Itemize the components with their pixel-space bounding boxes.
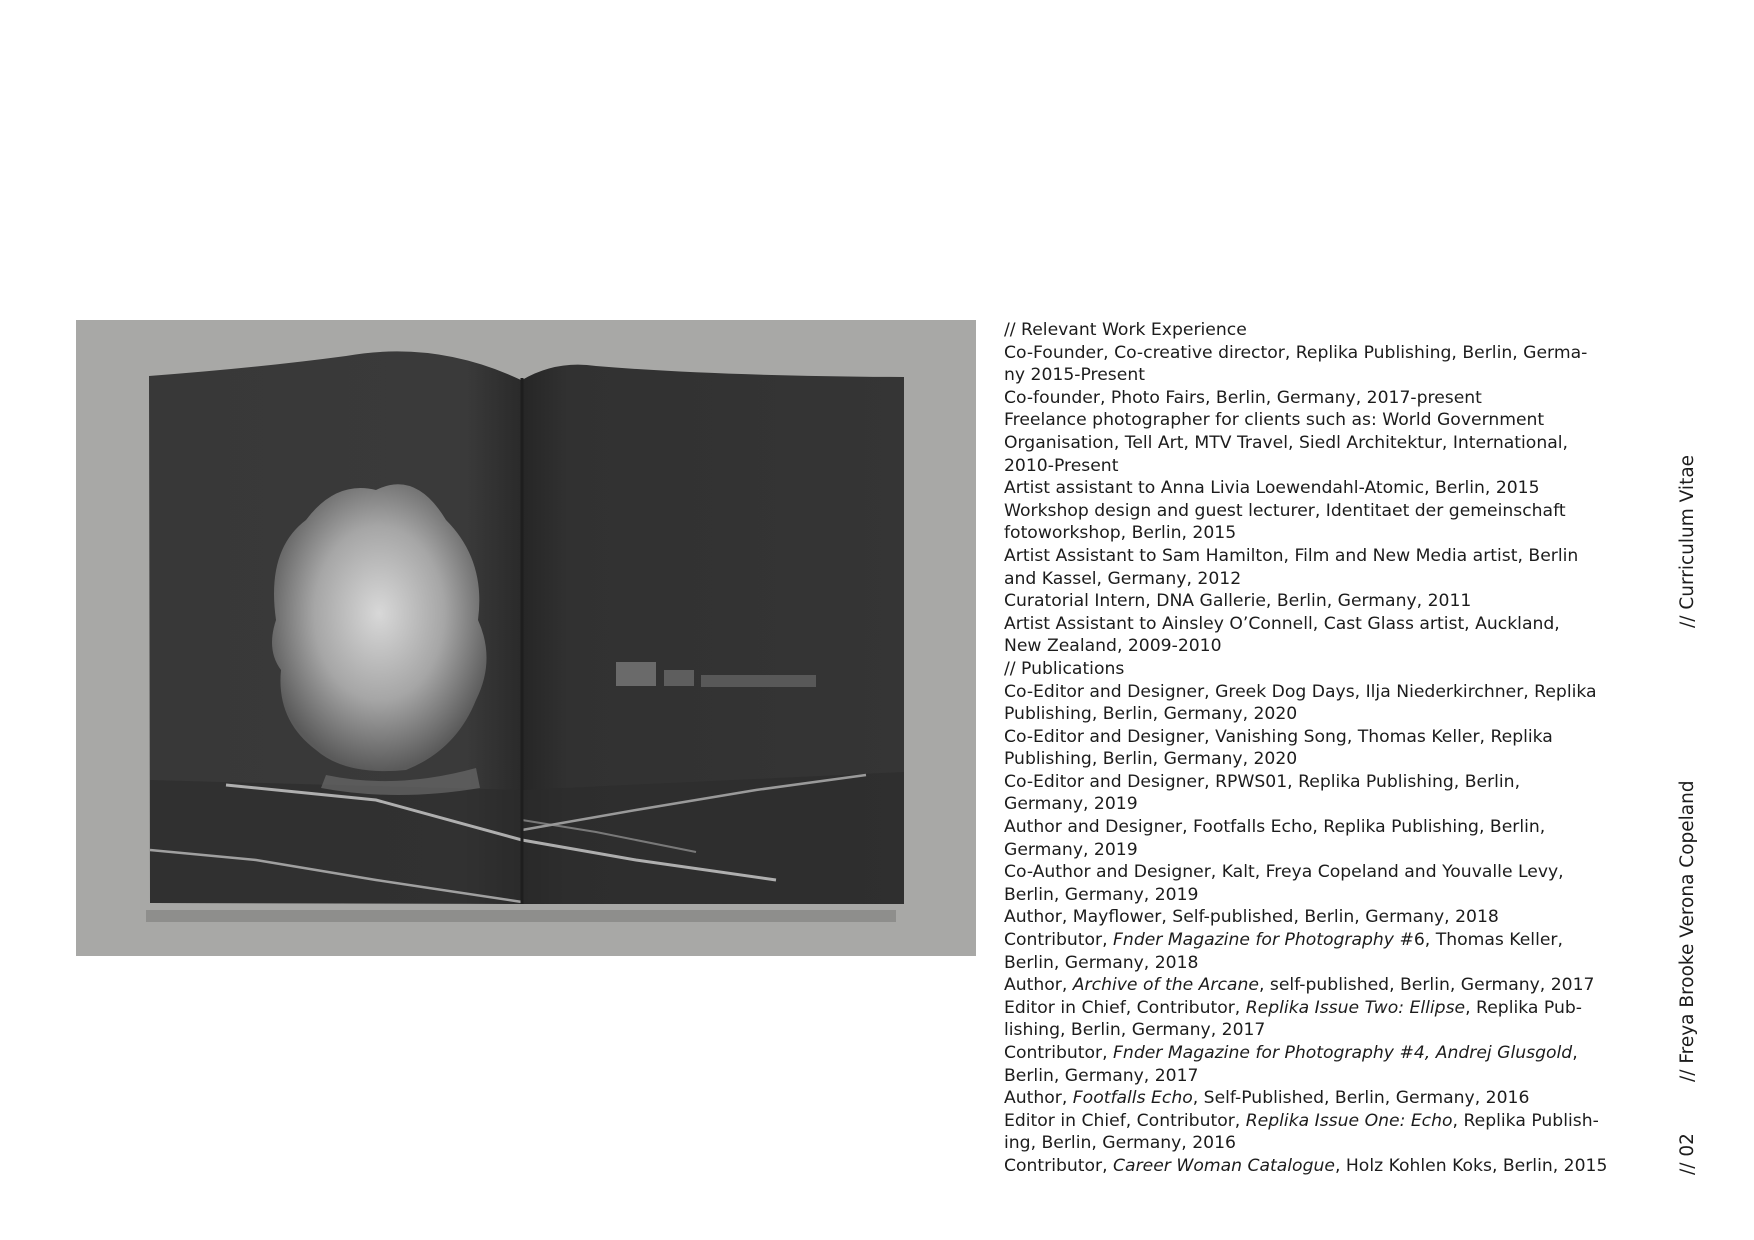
cv-line (1004, 816, 1614, 839)
cv-title-italic: Replika Issue Two: Ellipse (1245, 997, 1466, 1018)
cv-text-run: Co-founder, Photo Fairs, Berlin, Germany, 2017-present (1004, 387, 1482, 408)
cv-text-run: Contributor, (1004, 1155, 1114, 1176)
cv-line (1004, 726, 1614, 749)
cv-text-run: Editor in Chief, Contributor, (1004, 1110, 1246, 1131)
cv-text-run: ing, Berlin, Germany, 2016 (1004, 1133, 1236, 1154)
cv-line (1004, 477, 1614, 500)
cv-line (1004, 658, 1614, 681)
cv-text-run: 2010-Present (1004, 455, 1119, 476)
page-number-vertical: // 02 (1677, 1133, 1698, 1175)
cv-text-run: Berlin, Germany, 2019 (1004, 884, 1199, 905)
cv-line (1004, 568, 1614, 591)
cv-text-run: Co-Editor and Designer, Greek Dog Days, Ilja Niederkirchner, Replika (1004, 681, 1597, 702)
cv-line (1004, 500, 1614, 523)
cv-text-run: Author, (1004, 975, 1073, 996)
cv-text-run: Freelance photographer for clients such as: World Government (1004, 410, 1545, 431)
cv-text-run: Germany, 2019 (1004, 794, 1138, 815)
cv-line (1004, 1019, 1614, 1042)
cv-line (1004, 1042, 1614, 1065)
cv-line (1004, 884, 1614, 907)
cv-text-run: Contributor, (1004, 1043, 1114, 1063)
cv-line (1004, 839, 1614, 862)
cv-text-run: ny 2015-Present (1004, 365, 1145, 386)
cv-text-run: #6, Thomas Keller, (1393, 930, 1563, 951)
cv-title-italic: Archive of the Arcane (1072, 975, 1259, 996)
cv-line (1004, 952, 1614, 975)
cv-line (1004, 861, 1614, 884)
cv-text-run: Contributor, (1004, 930, 1114, 951)
cv-line (1004, 906, 1614, 929)
cv-line (1004, 1132, 1614, 1155)
cv-title-italic: Fnder Magazine for Photography (1113, 930, 1394, 951)
cv-text-run: Curatorial Intern, DNA Gallerie, Berlin, Germany, 2011 (1004, 591, 1472, 612)
cv-text-run: Author, Mayflower, Self-published, Berlin, Germany, 2018 (1004, 907, 1499, 928)
cv-text-run: Artist assistant to Anna Livia Loewendahl-Atomic, Berlin, 2015 (1004, 478, 1540, 499)
cv-line (1004, 364, 1614, 387)
cv-line (1004, 929, 1614, 952)
author-name-vertical: // Freya Brooke Verona Copeland (1677, 780, 1698, 1082)
cv-line (1004, 974, 1614, 997)
cv-text-run: Publishing, Berlin, Germany, 2020 (1004, 704, 1298, 725)
cv-line (1004, 681, 1614, 704)
cv-text-run: Publishing, Berlin, Germany, 2020 (1004, 749, 1298, 770)
cv-line (1004, 771, 1614, 794)
cv-line (1004, 1065, 1614, 1088)
cv-text-run: Artist Assistant to Ainsley O’Connell, Cast Glass artist, Auckland, (1004, 613, 1560, 634)
cv-line (1004, 1110, 1614, 1133)
cv-line (1004, 432, 1614, 455)
cv-line (1004, 613, 1614, 636)
cv-line (1004, 455, 1614, 478)
cv-text-run: , (1572, 1043, 1578, 1063)
cv-text-run: Co-Author and Designer, Kalt, Freya Copeland and Youvalle Levy, (1004, 862, 1564, 883)
cv-text-run: Co-Editor and Designer, RPWS01, Replika Publishing, Berlin, (1004, 771, 1521, 792)
cv-text-run: Author and Designer, Footfalls Echo, Replika Publishing, Berlin, (1004, 817, 1546, 838)
cv-title-italic: Career Woman Catalogue (1113, 1155, 1335, 1176)
section-title-vertical: // Curriculum Vitae (1677, 454, 1698, 628)
cv-title-italic: Replika Issue One: Echo (1245, 1110, 1453, 1131)
cv-text-run: Berlin, Germany, 2017 (1004, 1065, 1199, 1086)
cv-title-italic: Fnder Magazine for Photography #4, Andrej Glusgold (1113, 1043, 1573, 1063)
cv-line (1004, 387, 1614, 410)
cv-line (1004, 1155, 1614, 1178)
cv-text-run: // Relevant Work Experience (1004, 320, 1247, 340)
cv-line (1004, 703, 1614, 726)
cv-line (1004, 793, 1614, 816)
cv-line (1004, 590, 1614, 613)
cv-text-run: Co-Editor and Designer, Vanishing Song, Thomas Keller, Replika (1004, 726, 1553, 747)
cv-text-run: Organisation, Tell Art, MTV Travel, Siedl Architektur, International, (1004, 432, 1568, 453)
cv-text-run: Author, (1004, 1088, 1073, 1109)
cv-line (1004, 319, 1614, 342)
cv-title-italic: Footfalls Echo (1072, 1088, 1193, 1109)
cv-line (1004, 342, 1614, 365)
cv-text-run: , self-published, Berlin, Germany, 2017 (1258, 975, 1595, 996)
cv-text-run: Workshop design and guest lecturer, Identitaet der gemeinschaft (1004, 500, 1566, 521)
cv-text (1004, 319, 1614, 1178)
cv-text-run: , Replika Pub- (1465, 997, 1582, 1018)
cv-text-run: and Kassel, Germany, 2012 (1004, 568, 1242, 589)
cv-line (1004, 997, 1614, 1020)
cv-text-run: Editor in Chief, Contributor, (1004, 997, 1246, 1018)
open-photobook-image (76, 320, 976, 956)
cv-text-run: // Publications (1004, 658, 1125, 679)
cv-text-run: lishing, Berlin, Germany, 2017 (1004, 1020, 1266, 1041)
cv-text-run: Berlin, Germany, 2018 (1004, 952, 1199, 973)
cv-text-run: , Self-Published, Berlin, Germany, 2016 (1192, 1088, 1530, 1109)
cv-text-run: , Replika Publish- (1452, 1110, 1599, 1131)
cv-text-run: Artist Assistant to Sam Hamilton, Film and New Media artist, Berlin (1004, 545, 1579, 566)
cv-line (1004, 1087, 1614, 1110)
cv-line (1004, 545, 1614, 568)
cv-line (1004, 748, 1614, 771)
cv-text-run: Germany, 2019 (1004, 839, 1138, 860)
cv-text-run: fotoworkshop, Berlin, 2015 (1004, 523, 1237, 544)
cv-line (1004, 409, 1614, 432)
cv-text-run: New Zealand, 2009-2010 (1004, 636, 1222, 657)
cv-line (1004, 635, 1614, 658)
cv-line (1004, 522, 1614, 545)
photobook-photo (76, 320, 976, 956)
cv-text-run: Co-Founder, Co-creative director, Replika Publishing, Berlin, Germa- (1004, 342, 1588, 363)
cv-text-run: , Holz Kohlen Koks, Berlin, 2015 (1334, 1155, 1608, 1176)
